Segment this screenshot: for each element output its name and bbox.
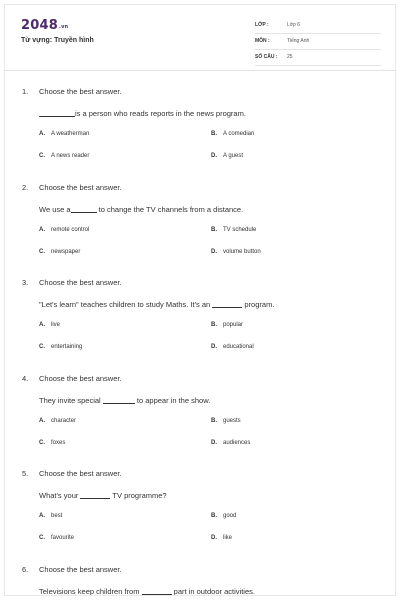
question-stem (39, 491, 167, 500)
question-number: 6. (22, 564, 29, 574)
option-letter: D. (211, 344, 217, 350)
option-c[interactable] (39, 535, 74, 541)
option-a[interactable] (39, 322, 60, 328)
option-text: character (51, 417, 77, 424)
option-letter: A. (39, 226, 45, 233)
option-letter: C. (39, 439, 45, 446)
worksheet-page (4, 4, 396, 596)
worksheet-header (5, 5, 395, 71)
meta-row-subject (255, 34, 381, 50)
meta-label: MÔN : (255, 38, 270, 44)
option-text: TV schedule (223, 226, 257, 233)
stem-before: Televisions keep children from (39, 586, 140, 596)
option-c[interactable] (39, 153, 89, 159)
question-number: 2. (22, 182, 29, 192)
question-1 (5, 85, 396, 181)
stem-before: What's your (39, 491, 79, 500)
stem-before: We use a (39, 204, 71, 214)
question-instruction: Choose the best answer. (39, 373, 122, 383)
option-text: popular (223, 322, 244, 328)
meta-value: Tiếng Anh (287, 38, 310, 44)
option-d[interactable] (211, 153, 243, 159)
stem-after: part in outdoor activities. (173, 586, 255, 596)
option-letter: B. (211, 322, 217, 328)
option-text: good (223, 513, 237, 519)
logo-main: 2048 (21, 18, 58, 33)
option-letter: A. (39, 322, 45, 328)
answer-blank (103, 396, 135, 404)
meta-label: SỐ CÂU : (255, 54, 278, 60)
meta-row-class (255, 18, 381, 34)
stem-after: to change the TV channels from a distance. (98, 204, 244, 214)
question-2 (5, 181, 396, 277)
question-number: 3. (22, 278, 29, 287)
option-text: foxes (51, 439, 66, 446)
question-instruction: Choose the best answer. (39, 278, 122, 287)
question-list (5, 85, 396, 596)
question-6 (5, 563, 396, 597)
question-3 (5, 276, 396, 372)
stem-after: to appear in the show. (136, 395, 211, 405)
stem-after: program. (244, 300, 275, 309)
option-letter: A. (39, 417, 45, 424)
question-instruction: Choose the best answer. (39, 182, 122, 192)
option-b[interactable] (211, 131, 254, 137)
option-text: volume button (223, 248, 261, 255)
subject-title: Từ vựng: Truyền hình (21, 37, 94, 44)
option-c[interactable] (39, 249, 80, 255)
question-stem (39, 300, 274, 309)
stem-before: They invite special (39, 395, 101, 405)
option-a[interactable] (39, 418, 76, 424)
option-letter: B. (211, 417, 217, 424)
option-d[interactable] (211, 440, 250, 446)
meta-row-count (255, 50, 381, 66)
logo-suffix: .vn (58, 24, 69, 30)
option-text: A weatherman (51, 131, 90, 137)
option-text: like (223, 535, 233, 541)
option-b[interactable] (211, 513, 236, 519)
question-stem (39, 396, 210, 405)
option-b[interactable] (211, 227, 256, 233)
option-text: guests (223, 417, 241, 424)
option-d[interactable] (211, 249, 261, 255)
option-a[interactable] (39, 513, 62, 519)
option-text: A comedian (223, 131, 255, 137)
stem-after: TV programme? (112, 491, 167, 500)
question-instruction: Choose the best answer. (39, 469, 122, 478)
option-letter: D. (211, 535, 217, 541)
option-text: A guest (223, 153, 244, 159)
option-c[interactable] (39, 440, 65, 446)
option-letter: D. (211, 248, 217, 255)
option-text: best (51, 513, 63, 519)
site-logo[interactable] (21, 18, 68, 33)
option-d[interactable] (211, 344, 254, 350)
option-letter: A. (39, 131, 45, 137)
option-text: remote control (51, 226, 90, 233)
option-text: audiences (223, 439, 251, 446)
question-stem (39, 205, 243, 214)
meta-value: 25 (287, 54, 293, 60)
stem-before: "Let's learn" teaches children to study Maths. It's an (39, 300, 211, 309)
option-a[interactable] (39, 131, 89, 137)
option-text: entertaining (51, 344, 83, 350)
option-text: favourite (51, 535, 75, 541)
stem-after: is a person who reads reports in the news program. (75, 109, 246, 118)
question-instruction: Choose the best answer. (39, 564, 122, 574)
option-letter: B. (211, 513, 217, 519)
option-letter: D. (211, 439, 217, 446)
question-stem (39, 109, 246, 118)
worksheet-meta (255, 18, 381, 66)
option-a[interactable] (39, 227, 89, 233)
option-text: A news reader (51, 153, 90, 159)
option-letter: D. (211, 153, 217, 159)
option-text: live (51, 322, 61, 328)
question-number: 1. (22, 87, 29, 96)
question-number: 4. (22, 373, 29, 383)
answer-blank (80, 491, 110, 499)
option-letter: C. (39, 535, 45, 541)
option-text: educational (223, 344, 254, 350)
option-text: newspaper (51, 248, 81, 255)
option-c[interactable] (39, 344, 82, 350)
question-stem (39, 587, 255, 596)
option-letter: C. (39, 248, 45, 255)
option-letter: B. (211, 131, 217, 137)
answer-blank (71, 205, 97, 213)
option-b[interactable] (211, 322, 243, 328)
question-instruction: Choose the best answer. (39, 87, 122, 96)
meta-value: Lớp 6 (287, 22, 301, 28)
option-d[interactable] (211, 535, 232, 541)
answer-blank (142, 587, 172, 595)
meta-label: LỚP : (255, 22, 269, 28)
option-letter: B. (211, 226, 217, 233)
option-b[interactable] (211, 418, 241, 424)
question-5 (5, 467, 396, 563)
answer-blank (212, 300, 242, 308)
option-letter: C. (39, 344, 45, 350)
option-letter: C. (39, 153, 45, 159)
option-letter: A. (39, 513, 45, 519)
answer-blank (39, 109, 75, 117)
question-4 (5, 372, 396, 468)
question-number: 5. (22, 469, 29, 478)
